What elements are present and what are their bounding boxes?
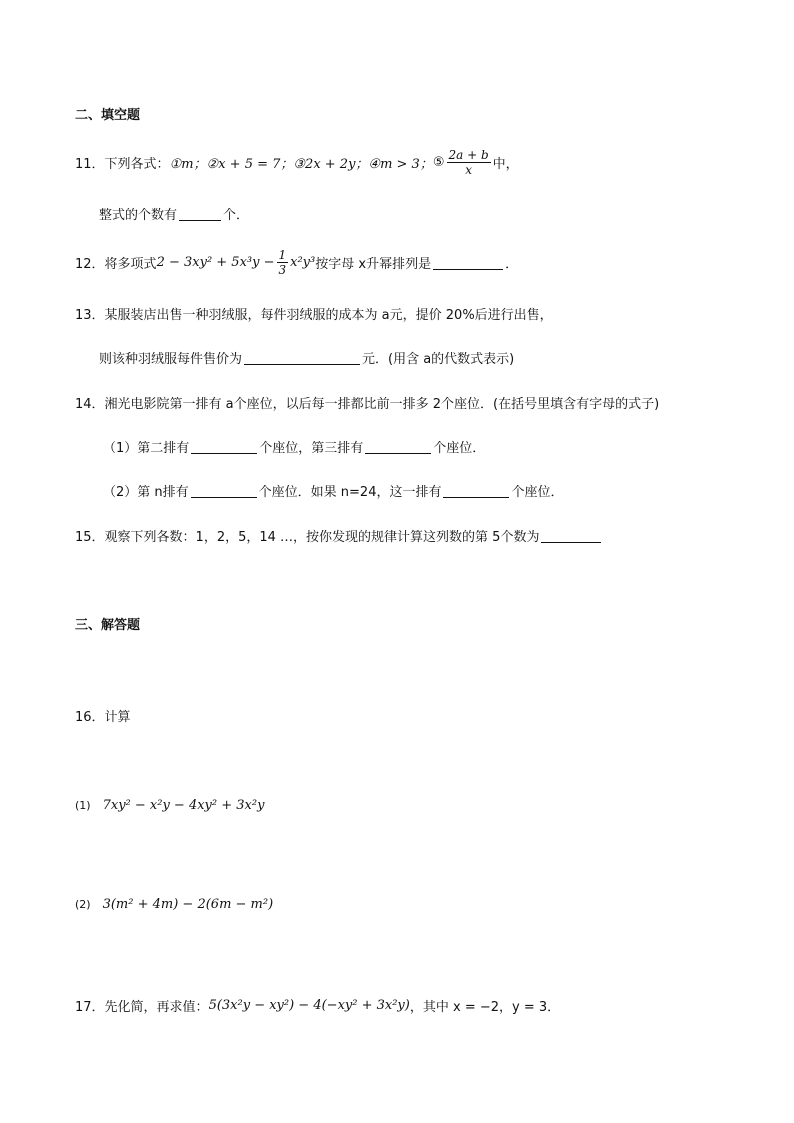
question-16 [75,706,131,725]
question-text: 先化简，再求值： [104,1000,209,1015]
question-13-line2 [99,348,514,367]
question-text: 个座位． [433,441,486,456]
expression-5-fraction [447,148,491,177]
question-text: （1）第二排有 [103,441,190,456]
expression-4: ④m > 3； [368,157,433,172]
question-15 [75,526,603,545]
question-text: 则该种羽绒服每件售价为 [99,352,243,367]
question-text-tail: 中， [492,157,519,172]
question-14-part1 [103,437,485,456]
question-11 [75,148,519,177]
expression: 7xy² − x²y − 4xy² + 3x²y [102,798,265,813]
question-text: 计算 [104,710,131,725]
question-text: 个座位．如果 n=24，这一排有 [258,485,442,500]
answer-blank[interactable] [541,529,601,543]
question-text: 按字母 x升幂排列是 [315,257,432,272]
question-16-part1 [75,798,264,813]
question-text: 将多项式 [104,257,157,272]
fraction-numerator: 2a + b [448,148,489,162]
fraction-denominator: x [465,163,472,177]
answer-blank[interactable] [365,440,431,454]
part-label: (2) [75,898,91,911]
section-title-solve: 三、解答题 [75,618,141,633]
question-number: 17． [75,1000,105,1015]
polynomial-expression-tail: x²y³ [290,255,316,270]
expression-3: ③2x + 2y； [293,157,369,172]
section-title-fill-in: 二、填空题 [75,108,141,123]
question-number: 16． [75,710,105,725]
expression: 5(3x²y − xy²) − 4(−xy² + 3x²y) [208,998,410,1013]
question-text: 观察下列各数：1，2，5，14 …，按你发现的规律计算这列数的第 5个数为 [104,530,540,545]
question-text-tail: ，其中 x = −2，y = 3． [409,1000,561,1015]
expression: 3(m² + 4m) − 2(6m − m²) [102,897,274,912]
question-text: 个座位． [511,485,564,500]
question-number: 12． [75,257,105,272]
question-17 [75,996,560,1015]
fraction-denominator: 3 [278,263,287,277]
question-text: 个． [223,208,250,223]
expression-5-marker: ⑤ [432,155,445,170]
question-number: 13． [75,308,105,323]
question-text: 下列各式： [104,157,170,172]
question-number: 15． [75,530,105,545]
question-text: ． [505,257,519,272]
question-number: 14． [75,397,105,412]
question-text: 某服装店出售一种羽绒服，每件羽绒服的成本为 a元，提价 20%后进行出售， [104,308,553,323]
question-13 [75,304,553,323]
question-16-part2 [75,897,273,912]
question-number: 11． [75,157,105,172]
question-text: 个座位，第三排有 [259,441,364,456]
answer-blank[interactable] [443,484,509,498]
answer-blank[interactable] [191,484,257,498]
question-text: （2）第 n排有 [103,485,189,500]
fraction-one-third [277,248,289,277]
question-11-line2 [99,204,249,223]
polynomial-expression: 2 − 3xy² + 5x³y − [156,255,275,270]
answer-blank[interactable] [191,440,257,454]
part-label: (1) [75,799,91,812]
expression-1: ①m； [169,157,207,172]
fraction-numerator: 1 [278,248,287,262]
answer-blank[interactable] [179,207,221,221]
answer-blank[interactable] [433,256,503,270]
question-12 [75,248,518,277]
question-text: 整式的个数有 [99,208,178,223]
question-14-part2 [103,481,563,500]
question-text: 湘光电影院第一排有 a个座位，以后每一排都比前一排多 2个座位．(在括号里填含有字母的式子) [104,397,660,412]
question-text: 元．(用含 a的代数式表示) [362,352,515,367]
question-14 [75,393,659,412]
answer-blank[interactable] [244,351,360,365]
expression-2: ②x + 5 = 7； [206,157,294,172]
